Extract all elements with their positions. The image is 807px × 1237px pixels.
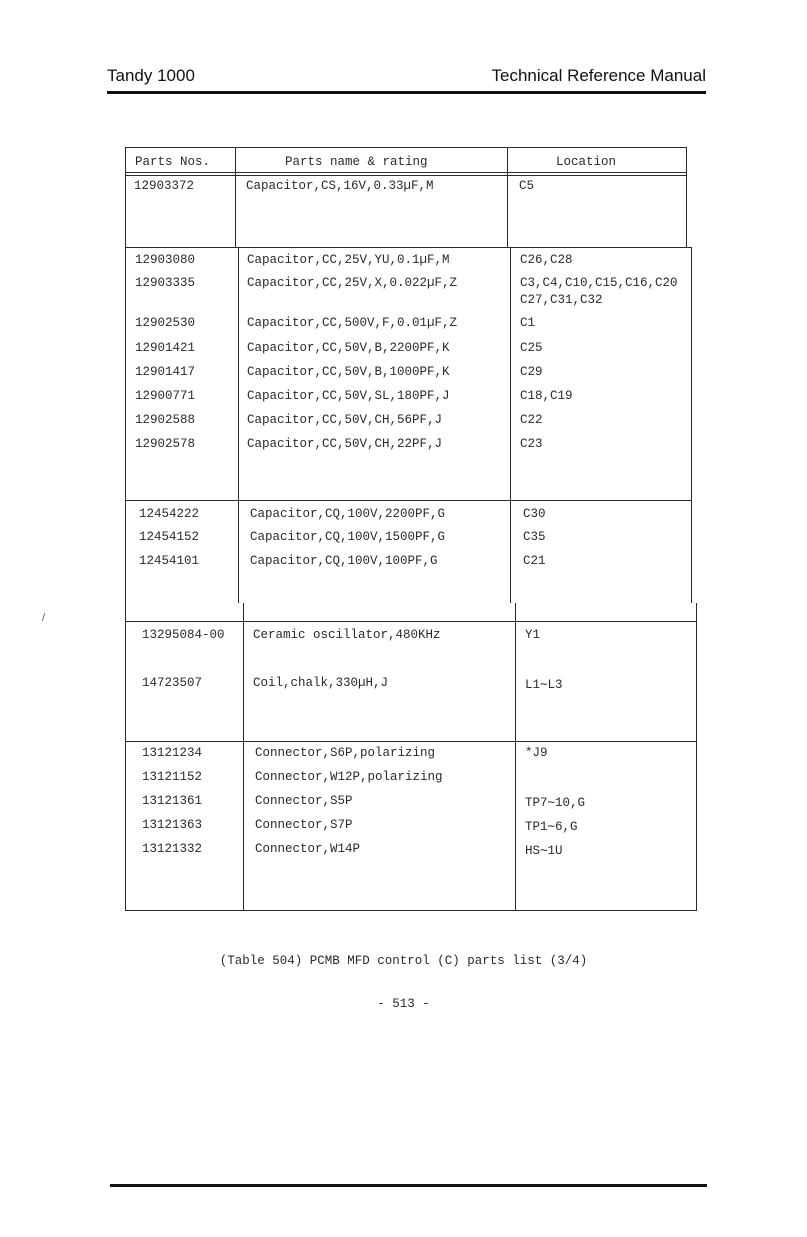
part-location: TP1∼6,G: [525, 820, 578, 834]
col-divider-2a: [507, 147, 508, 247]
col-divider-2b: [510, 247, 511, 603]
part-number: 13121234: [142, 746, 203, 760]
part-number: 12454101: [139, 554, 200, 568]
part-number: 12902530: [135, 316, 196, 330]
table-border-top: [125, 147, 686, 148]
footer-rule: [110, 1184, 707, 1187]
part-location: C29: [520, 365, 543, 379]
part-number: 12903372: [134, 179, 195, 193]
col-divider-1b: [238, 247, 239, 603]
part-number: 12902588: [135, 413, 196, 427]
header-title-left: Tandy 1000: [107, 66, 195, 85]
part-name: Connector,S6P,polarizing: [255, 746, 436, 760]
part-name: Coil,chalk,330µH,J: [253, 676, 389, 690]
part-location: C22: [520, 413, 543, 427]
part-location: *J9: [525, 746, 548, 760]
part-name: Connector,S5P: [255, 794, 353, 808]
part-number: 12903080: [135, 253, 196, 267]
part-location: TP7∼10,G: [525, 796, 586, 810]
part-location-continued: C27,C31,C32: [520, 293, 603, 307]
part-name: Connector,S7P: [255, 818, 353, 832]
group-separator-1: [125, 247, 692, 248]
stray-mark: /: [42, 612, 46, 624]
part-location: C25: [520, 341, 543, 355]
part-number: 12901421: [135, 341, 196, 355]
part-number: 13295084-00: [142, 628, 225, 642]
part-location: C5: [519, 179, 535, 193]
part-name: Capacitor,CQ,100V,1500PF,G: [250, 530, 446, 544]
part-location: C26,C28: [520, 253, 573, 267]
part-number: 13121332: [142, 842, 203, 856]
header-rule-1: [125, 172, 686, 173]
group-separator-2: [125, 500, 692, 501]
part-location: C21: [523, 554, 546, 568]
part-name: Capacitor,CC,50V,B,1000PF,K: [247, 365, 450, 379]
part-number: 13121361: [142, 794, 203, 808]
part-name: Capacitor,CC,500V,F,0.01µF,Z: [247, 316, 458, 330]
part-name: Capacitor,CC,50V,CH,56PF,J: [247, 413, 443, 427]
part-location: C30: [523, 507, 546, 521]
part-name: Ceramic oscillator,480KHz: [253, 628, 441, 642]
part-number: 13121363: [142, 818, 203, 832]
part-location: C18,C19: [520, 389, 573, 403]
part-name: Capacitor,CC,50V,CH,22PF,J: [247, 437, 443, 451]
part-number: 12903335: [135, 276, 196, 290]
part-name: Capacitor,CC,50V,B,2200PF,K: [247, 341, 450, 355]
part-location: C3,C4,C10,C15,C16,C20: [520, 276, 678, 290]
table-border-right-2: [691, 247, 692, 603]
part-number: 14723507: [142, 676, 203, 690]
group-separator-3: [125, 621, 697, 622]
group-separator-4: [125, 741, 697, 742]
col-divider-1c: [243, 603, 244, 911]
part-name: Capacitor,CQ,100V,100PF,G: [250, 554, 438, 568]
header-title-right: Technical Reference Manual: [491, 66, 706, 85]
col-divider-1a: [235, 147, 236, 247]
table-border-left: [125, 147, 126, 911]
table-caption: (Table 504) PCMB MFD control (C) parts list (3/4): [219, 954, 588, 968]
header-rule-2: [125, 175, 686, 176]
part-location: C23: [520, 437, 543, 451]
page-number: - 513 -: [377, 997, 430, 1011]
part-number: 12454152: [139, 530, 200, 544]
part-name: Connector,W12P,polarizing: [255, 770, 443, 784]
column-header-parts-name: Parts name & rating: [285, 155, 428, 169]
part-location: HS∼1U: [525, 844, 563, 858]
table-border-bottom: [125, 910, 697, 911]
part-number: 12902578: [135, 437, 196, 451]
table-border-right-3: [696, 603, 697, 911]
part-number: 12900771: [135, 389, 196, 403]
part-number: 12901417: [135, 365, 196, 379]
part-name: Capacitor,CC,25V,YU,0.1µF,M: [247, 253, 450, 267]
part-name: Connector,W14P: [255, 842, 361, 856]
part-location: Y1: [525, 628, 541, 642]
table-border-right-1: [686, 147, 687, 247]
part-name: Capacitor,CQ,100V,2200PF,G: [250, 507, 446, 521]
part-number: 13121152: [142, 770, 203, 784]
col-divider-2c: [515, 603, 516, 911]
part-location: L1∼L3: [525, 678, 563, 692]
part-name: Capacitor,CC,50V,SL,180PF,J: [247, 389, 450, 403]
part-number: 12454222: [139, 507, 200, 521]
part-location: C35: [523, 530, 546, 544]
part-name: Capacitor,CC,25V,X,0.022µF,Z: [247, 276, 458, 290]
header-rule: [107, 91, 706, 94]
column-header-location: Location: [556, 155, 617, 169]
part-location: C1: [520, 316, 536, 330]
parts-table: [125, 147, 697, 911]
part-name: Capacitor,CS,16V,0.33µF,M: [246, 179, 434, 193]
column-header-parts-nos: Parts Nos.: [135, 155, 211, 169]
